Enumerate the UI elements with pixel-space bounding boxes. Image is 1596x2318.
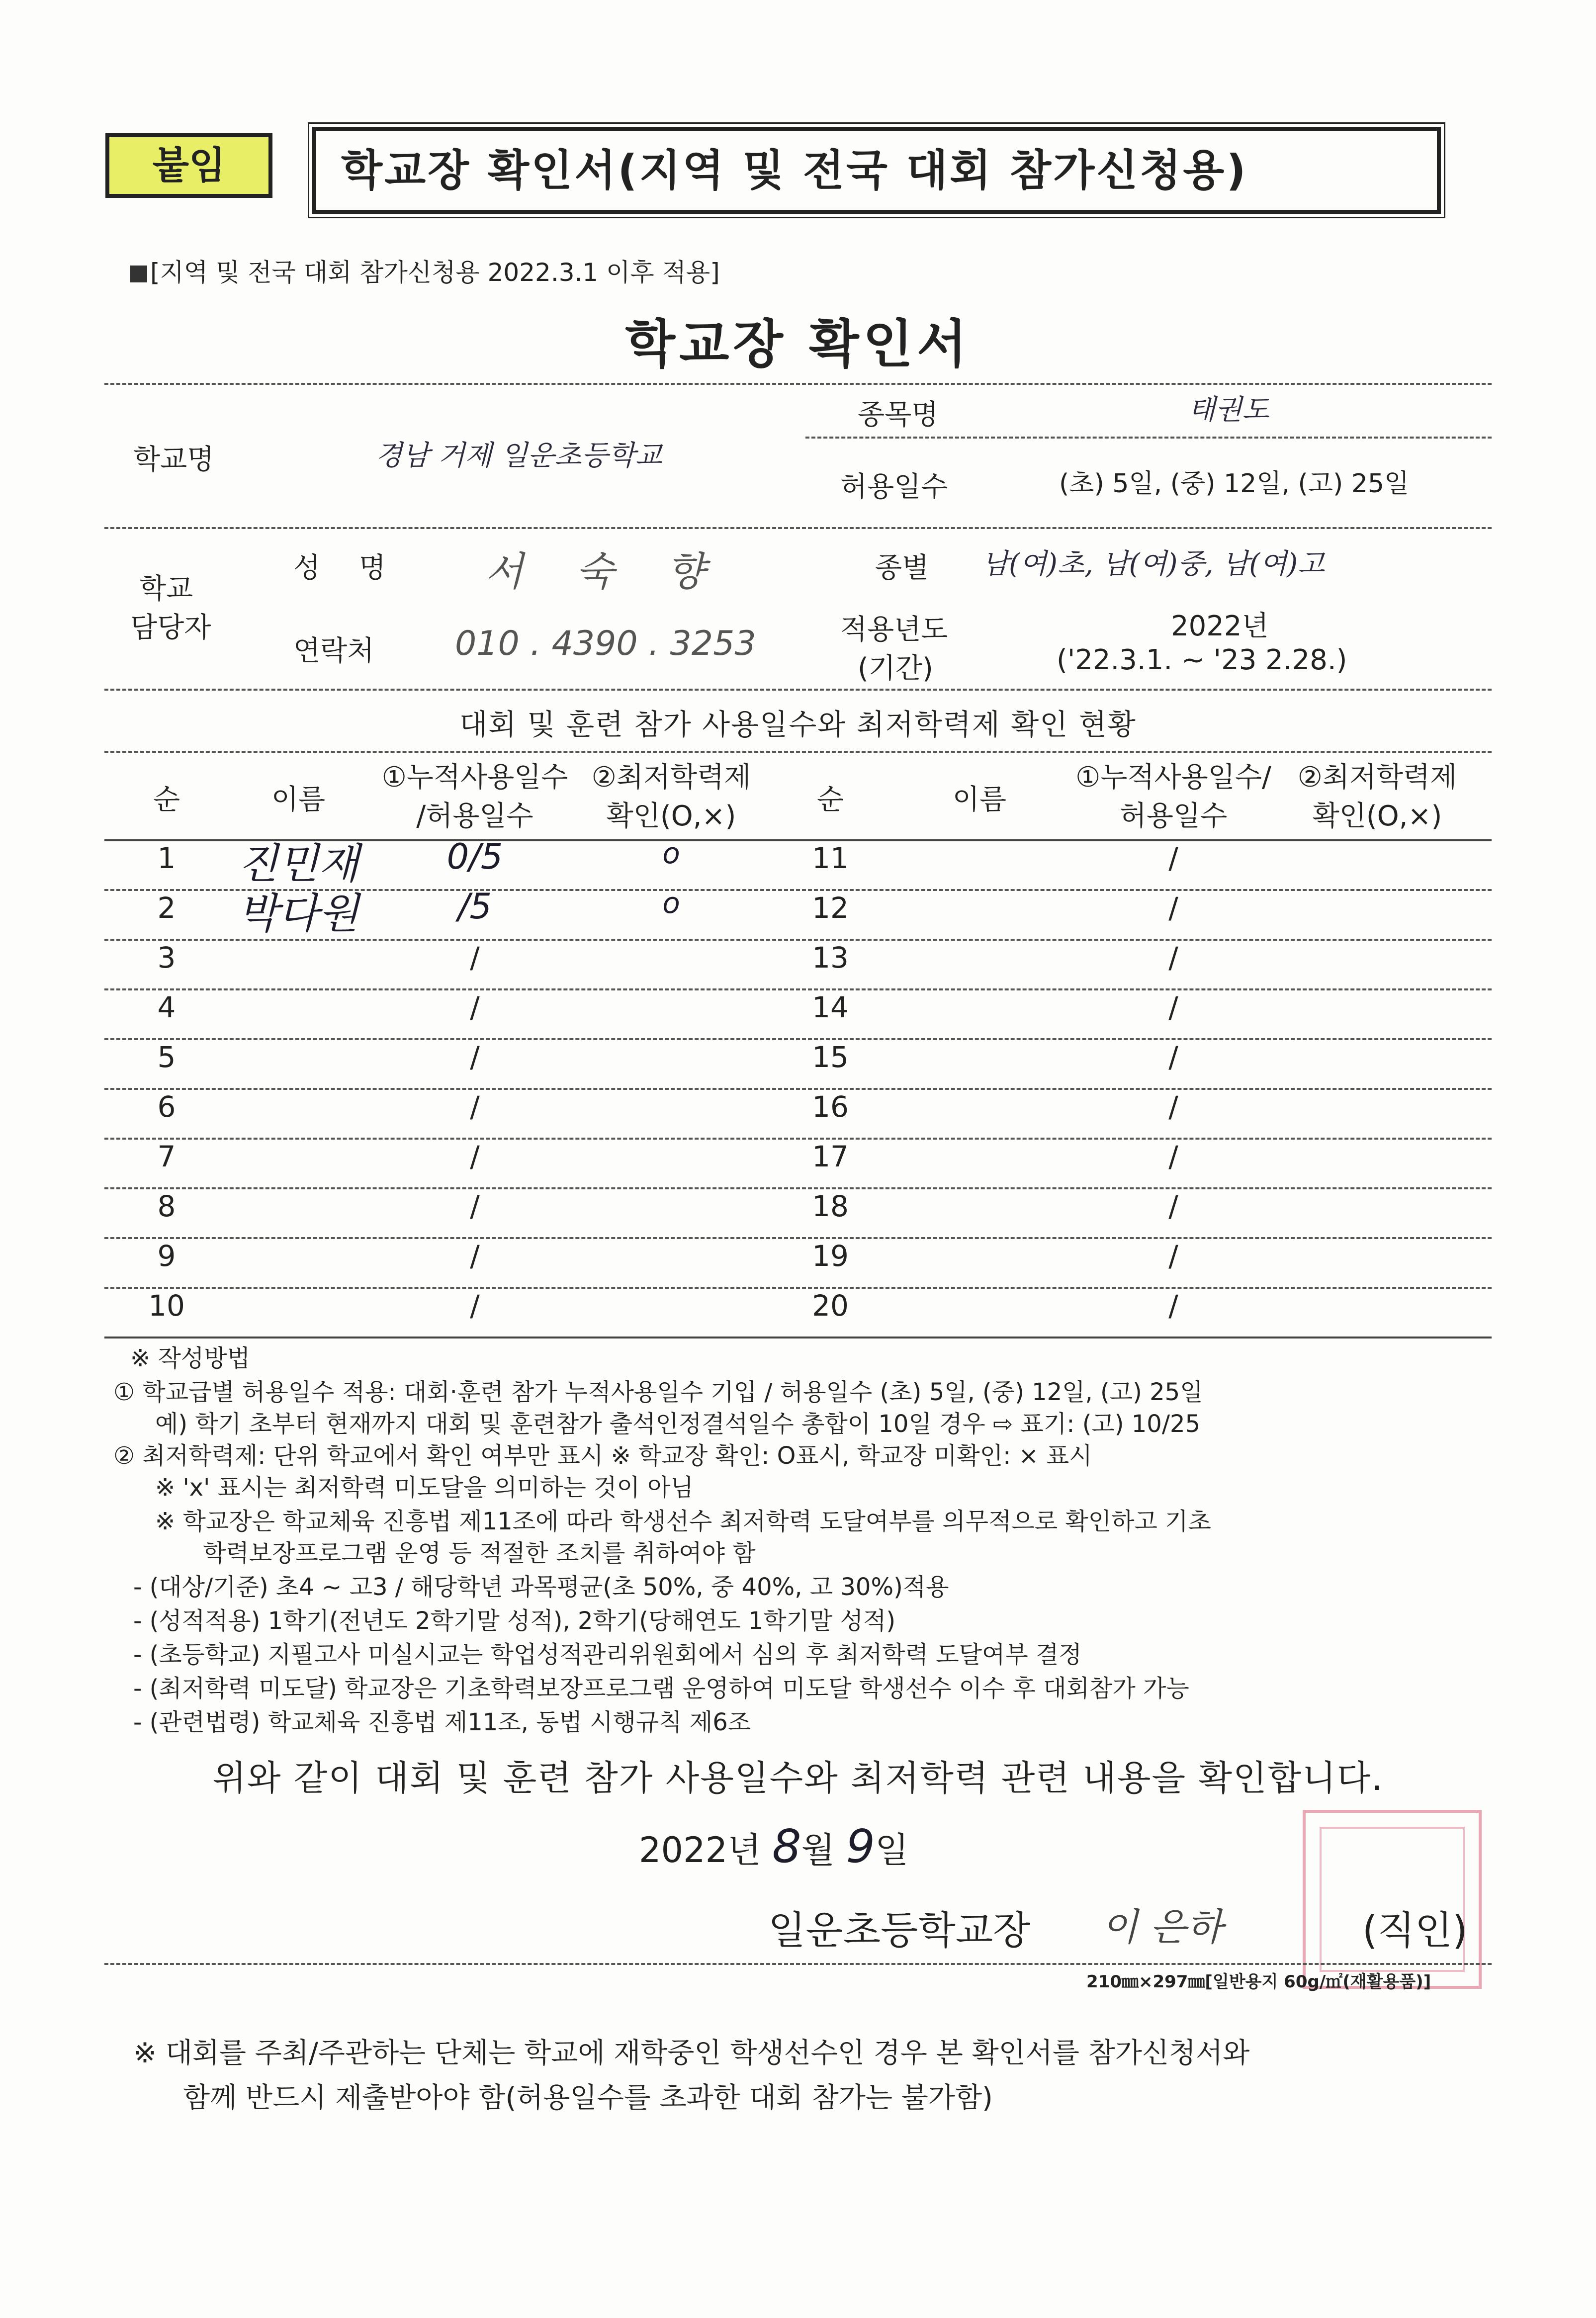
row-days: /	[1168, 841, 1178, 875]
note-line: ※ 학교장은 학교체육 진흥법 제11조에 따라 학생선수 최저학력 도달여부를 의무적으로 확인하고 기초	[155, 1508, 1211, 1535]
col-name-left: 이름	[271, 784, 326, 816]
row-no: 15	[812, 1040, 849, 1074]
row-name: 박다원	[238, 889, 359, 938]
row-no: 1	[157, 841, 176, 875]
table-caption: 대회 및 훈련 참가 사용일수와 최저학력제 확인 현황	[459, 708, 1137, 741]
contact-label: 연락처	[293, 635, 374, 667]
row-days: /	[470, 1189, 480, 1223]
date-month-unit: 월	[801, 1830, 835, 1871]
staff-label-line1: 학교	[139, 573, 193, 605]
note-line: ① 학교급별 허용일수 적용: 대회·훈련 참가 누적사용일수 기입 / 허용일수 (초) 5일, (중) 12일, (고) 25일	[113, 1378, 1203, 1406]
note-line: 학력보장프로그램 운영 등 적절한 조치를 취하여야 함	[203, 1539, 756, 1567]
row-days: /	[470, 1289, 480, 1323]
form-title-box: 학교장 확인서(지역 및 전국 대회 참가신청용)	[312, 127, 1441, 214]
row-days: /	[1168, 990, 1178, 1024]
info-top-line	[104, 383, 1492, 385]
col-days-right-line1: ①누적사용일수/	[1075, 761, 1271, 794]
subtitle	[130, 253, 720, 288]
row-no: 18	[812, 1189, 849, 1223]
row-days: /	[1168, 1090, 1178, 1124]
row-no: 13	[812, 941, 849, 975]
row-days: /	[470, 1090, 480, 1124]
col-min-left-line1: ②최저학력제	[591, 761, 751, 794]
allowed-days-label: 허용일수	[840, 471, 948, 503]
row-no: 16	[812, 1090, 849, 1124]
col-no-right: 순	[816, 784, 844, 816]
allowed-days-value: (초) 5일, (중) 12일, (고) 25일	[1059, 469, 1410, 499]
row-no: 12	[812, 891, 849, 925]
col-days-right	[1054, 758, 1293, 836]
row-no: 5	[157, 1040, 176, 1074]
note-line: ② 최저학력제: 단위 학교에서 확인 여부만 표시 ※ 학교장 확인: O표시, 학교장 미확인: × 표시	[113, 1442, 1092, 1470]
row-no: 4	[157, 990, 176, 1024]
row-no: 2	[157, 891, 176, 925]
col-min-left-line2: 확인(O,×)	[606, 800, 736, 832]
school-name-label: 학교명	[133, 444, 214, 476]
date-year: 2022년	[639, 1830, 761, 1871]
row-no: 6	[157, 1090, 176, 1124]
col-name-right: 이름	[952, 784, 1007, 816]
info-mid-line	[805, 437, 1492, 439]
attachment-tag: 붙임	[105, 133, 272, 198]
row-line	[104, 1038, 1492, 1040]
row-days: /5	[457, 886, 492, 927]
col-days-left	[370, 758, 579, 836]
col-days-right-line2: 허용일수	[1119, 800, 1228, 832]
row-days: /	[1168, 891, 1178, 925]
col-min-right-line1: ②최저학력제	[1297, 761, 1457, 794]
row-days: 0/5	[446, 836, 503, 877]
row-days: /	[1168, 1239, 1178, 1273]
staff-label-line2: 담당자	[130, 612, 211, 644]
year-value: 2022년	[1171, 610, 1269, 642]
subtitle-text: [지역 및 전국 대회 참가신청용 2022.3.1 이후 적용]	[150, 258, 720, 287]
notes-heading: ※ 작성방법	[130, 1344, 250, 1372]
school-name-value: 경남 거제 일운초등학교	[375, 440, 662, 472]
contact-value: 010 . 4390 . 3253	[455, 624, 756, 663]
table-top-line	[104, 751, 1492, 753]
row-line	[104, 1138, 1492, 1140]
info-section-line	[104, 527, 1492, 529]
col-min-right-line2: 확인(O,×)	[1312, 800, 1442, 832]
main-title: 학교장 확인서	[625, 314, 971, 374]
row-no: 20	[812, 1289, 849, 1323]
col-min-left	[572, 758, 771, 836]
table-bottom-line	[104, 1337, 1492, 1338]
footer-note-line2: 함께 반드시 제출받아야 함(허용일수를 초과한 대회 참가는 불가함)	[183, 2082, 993, 2114]
event-value: 태권도	[1188, 394, 1269, 426]
row-days: /	[470, 1140, 480, 1173]
row-min: o	[662, 886, 680, 920]
footer-line	[104, 1963, 1492, 1965]
row-days: /	[470, 1239, 480, 1273]
note-line: - (성적적용) 1학기(전년도 2학기말 성적), 2학기(당해연도 1학기말 성적)	[133, 1607, 896, 1635]
row-name: 진민재	[238, 839, 359, 888]
row-no: 9	[157, 1239, 176, 1273]
row-line	[104, 939, 1492, 941]
note-line: - (초등학교) 지필고사 미실시교는 학업성적관리위원회에서 심의 후 최저학력 도달여부 결정	[133, 1641, 1082, 1669]
row-line	[104, 1287, 1492, 1289]
row-days: /	[1168, 941, 1178, 975]
row-days: /	[470, 941, 480, 975]
col-no-left: 순	[153, 784, 180, 816]
year-label: 적용년도	[840, 614, 948, 646]
principal-title: 일운초등학교장	[768, 1908, 1031, 1953]
row-days: /	[1168, 1289, 1178, 1323]
row-no: 14	[812, 990, 849, 1024]
row-no: 17	[812, 1140, 849, 1173]
col-days-left-line2: /허용일수	[416, 800, 533, 832]
col-min-right	[1273, 758, 1482, 836]
note-line: - (대상/기준) 초4 ~ 고3 / 해당학년 과목평균(초 50%, 중 40%, 고 30%)적용	[133, 1573, 949, 1601]
row-days: /	[1168, 1040, 1178, 1074]
paper-spec: 210㎜×297㎜[일반용지 60g/㎡(재활용품)]	[1086, 1972, 1431, 1992]
row-days: /	[470, 990, 480, 1024]
row-line	[104, 1088, 1492, 1090]
footer-note-line1: ※ 대회를 주최/주관하는 단체는 학교에 재학중인 학생선수인 경우 본 확인서를 참가신청서와	[133, 2037, 1250, 2069]
row-line	[104, 889, 1492, 891]
square-bullet-icon	[130, 266, 147, 282]
row-min: o	[662, 836, 680, 870]
row-no: 3	[157, 941, 176, 975]
period-value: ('22.3.1. ~ '23 2.28.)	[1057, 644, 1347, 676]
period-label: (기간)	[858, 652, 933, 685]
row-no: 11	[812, 841, 849, 875]
row-days: /	[470, 1040, 480, 1074]
row-no: 19	[812, 1239, 849, 1273]
note-line: - (관련법령) 학교체육 진흥법 제11조, 동법 시행규칙 제6조	[133, 1708, 751, 1736]
col-days-left-line1: ①누적사용일수	[381, 761, 568, 794]
row-line	[104, 1237, 1492, 1239]
event-label: 종목명	[858, 399, 939, 431]
row-days: /	[1168, 1140, 1178, 1173]
confirmation-statement: 위와 같이 대회 및 훈련 참가 사용일수와 최저학력 관련 내용을 확인합니다.	[212, 1758, 1384, 1798]
row-line	[104, 988, 1492, 990]
type-value: 남(여)초, 남(여)중, 남(여)고	[982, 548, 1325, 580]
note-line: - (최저학력 미도달) 학교장은 기초학력보장프로그램 운영하여 미도달 학생선수 이수 후 대회참가 가능	[133, 1675, 1189, 1702]
note-line: 예) 학기 초부터 현재까지 대회 및 훈련참가 출석인정결석일수 총합이 10일 경우 ⇨ 표기: (고) 10/25	[155, 1410, 1201, 1438]
date-day: 9	[846, 1820, 876, 1873]
seal-label: (직인)	[1362, 1908, 1468, 1953]
row-line	[104, 1187, 1492, 1189]
principal-name: 이 은하	[1101, 1905, 1223, 1949]
name-label: 성 명	[293, 552, 401, 584]
row-days: /	[1168, 1189, 1178, 1223]
info-bottom-line	[104, 689, 1492, 691]
date-line	[639, 1820, 909, 1873]
date-day-unit: 일	[875, 1830, 909, 1871]
note-line: ※ 'x' 표시는 최저학력 미도달을 의미하는 것이 아님	[155, 1474, 694, 1502]
type-label: 종별	[875, 552, 929, 584]
date-month: 8	[772, 1820, 801, 1873]
row-no: 7	[157, 1140, 176, 1173]
staff-name-value: 서 숙 향	[485, 548, 725, 595]
row-no: 10	[148, 1289, 185, 1323]
row-no: 8	[157, 1189, 176, 1223]
